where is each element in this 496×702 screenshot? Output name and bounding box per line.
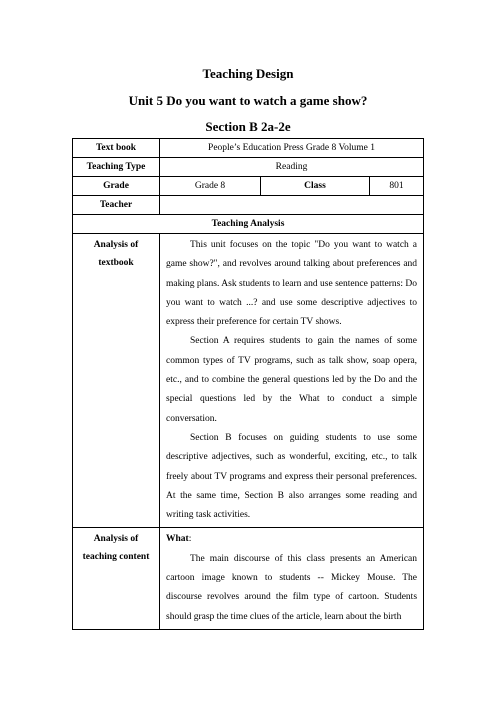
teacher-label: Teacher	[73, 196, 160, 215]
content-analysis-text	[160, 528, 424, 629]
grade-value: Grade 8	[160, 177, 261, 196]
section-title: Section B 2a-2e	[205, 119, 291, 134]
table-row	[73, 177, 424, 196]
class-value: 801	[370, 177, 424, 196]
content-analysis-label	[73, 528, 160, 629]
teacher-value	[160, 196, 424, 215]
label-line: teaching content	[82, 552, 150, 563]
textbook-analysis-label	[73, 234, 160, 528]
document-title: Teaching Design	[202, 66, 294, 81]
table-row	[73, 215, 424, 234]
label-line: Analysis of	[93, 534, 139, 545]
table-row	[73, 139, 424, 158]
textbook-label: Text book	[73, 139, 160, 158]
class-label: Class	[261, 177, 370, 196]
paragraph: Section B focuses on guiding students to use some descriptive adjectives, such as wonderful, exciting, etc., to talk freely about TV programs and express their personal preferences. At the same time, Section B also arranges some reading and writing task activities.	[166, 432, 418, 521]
teaching-analysis-header: Teaching Analysis	[73, 215, 424, 234]
table-row	[73, 528, 424, 629]
teaching-type-value: Reading	[160, 158, 424, 177]
table-row	[73, 158, 424, 177]
textbook-value: People’s Education Press Grade 8 Volume 1	[160, 139, 424, 158]
what-heading: What	[166, 534, 189, 545]
grade-label: Grade	[73, 177, 160, 196]
table-row	[73, 196, 424, 215]
textbook-analysis-text	[160, 234, 424, 528]
colon: :	[188, 534, 192, 545]
paragraph: The main discourse of this class presents an American cartoon image known to students -- Mickey Mouse. The discourse revolves around the film type of cartoon. Students should grasp the time clues of the article, learn about the birth	[166, 553, 418, 622]
paragraph: Section A requires students to gain the names of some common types of TV programs, such as talk show, soap opera, etc., and to combine the general questions led by the Do and the special questions led by the What to conduct a simple conversation.	[166, 336, 418, 424]
teaching-design-table	[72, 138, 424, 630]
teaching-type-label: Teaching Type	[73, 158, 160, 177]
paragraph-heading	[166, 530, 417, 549]
paragraph: This unit focuses on the topic "Do you want to watch a game show?", and revolves around talking about preferences and making plans. Ask students to learn and use sentence patterns: Do you want to watch ...? and use some descriptive adjectives to express their preference for certain TV shows.	[166, 240, 418, 328]
label-line: Analysis of	[93, 240, 139, 250]
unit-title: Unit 5 Do you want to watch a game show?	[128, 93, 368, 108]
label-line: textbook	[98, 258, 134, 268]
table-row	[73, 234, 424, 528]
